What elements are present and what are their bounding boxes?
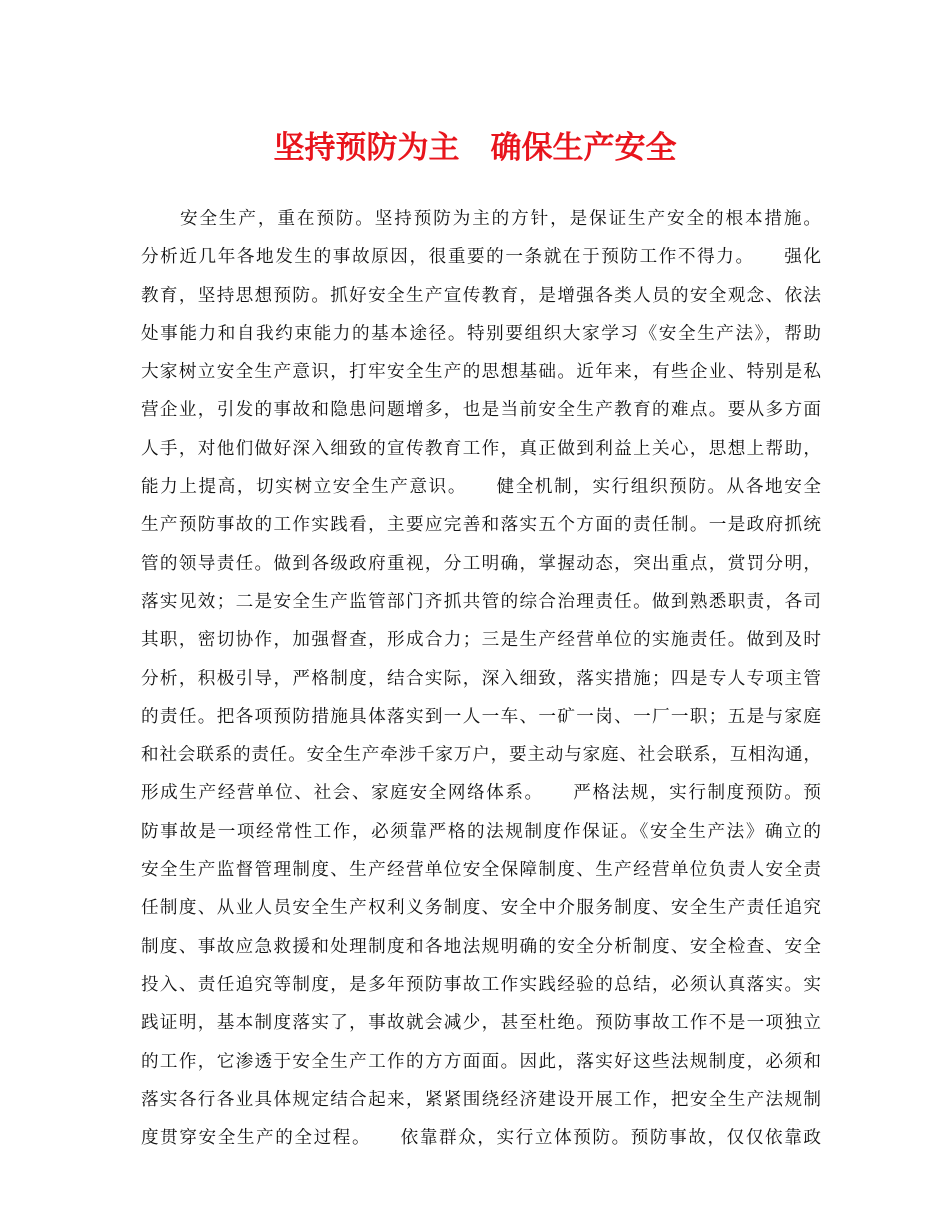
body-line: 的责任。把各项预防措施具体落实到一人一车、一矿一岗、一厂一职；五是与家庭 xyxy=(141,706,821,727)
body-line: 营企业，引发的事故和隐患问题增多，也是当前安全生产教育的难点。要从多方面 xyxy=(141,400,821,421)
body-line: 防事故是一项经常性工作，必须靠严格的法规制度作保证。《安全生产法》确立的 xyxy=(141,821,821,842)
body-line: 投入、责任追究等制度，是多年预防事故工作实践经验的总结，必须认真落实。实 xyxy=(141,974,821,995)
body-line: 安全生产监督管理制度、生产经营单位安全保障制度、生产经营单位负责人安全责 xyxy=(141,860,821,881)
body-line: 分析，积极引导，严格制度，结合实际，深入细致，落实措施；四是专人专项主管 xyxy=(141,668,821,689)
body-line: 生产预防事故的工作实践看，主要应完善和落实五个方面的责任制。一是政府抓统 xyxy=(141,515,821,536)
document-title: 坚持预防为主 确保生产安全 xyxy=(273,130,677,166)
body-line: 落实见效；二是安全生产监管部门齐抓共管的综合治理责任。做到熟悉职责，各司 xyxy=(141,591,821,612)
body-line: 的工作，它渗透于安全生产工作的方方面面。因此，落实好这些法规制度，必须和 xyxy=(141,1051,821,1072)
body-line: 人手，对他们做好深入细致的宣传教育工作，真正做到利益上关心，思想上帮助， xyxy=(141,438,821,459)
body-line: 其职，密切协作，加强督查，形成合力；三是生产经营单位的实施责任。做到及时 xyxy=(141,630,821,651)
body-line: 能力上提高，切实树立安全生产意识。 健全机制，实行组织预防。从各地安全 xyxy=(141,477,821,498)
body-line: 制度、事故应急救援和处理制度和各地法规明确的安全分析制度、安全检查、安全 xyxy=(141,936,821,957)
body-line: 安全生产，重在预防。坚持预防为主的方针，是保证生产安全的根本措施。 xyxy=(141,209,821,229)
body-line: 大家树立安全生产意识，打牢安全生产的思想基础。近年来，有些企业、特别是私 xyxy=(141,362,821,383)
body-line: 形成生产经营单位、社会、家庭安全网络体系。 严格法规，实行制度预防。预 xyxy=(141,783,821,804)
body-line: 教育，坚持思想预防。抓好安全生产宣传教育，是增强各类人员的安全观念、依法 xyxy=(141,285,821,306)
body-line: 管的领导责任。做到各级政府重视，分工明确，掌握动态，突出重点，赏罚分明， xyxy=(141,553,821,574)
body-line: 和社会联系的责任。安全生产牵涉千家万户，要主动与家庭、社会联系，互相沟通， xyxy=(141,745,821,766)
body-line: 任制度、从业人员安全生产权利义务制度、安全中介服务制度、安全生产责任追究 xyxy=(141,898,821,919)
body-line: 践证明，基本制度落实了，事故就会减少，甚至杜绝。预防事故工作不是一项独立 xyxy=(141,1013,821,1034)
document-body xyxy=(141,200,821,1157)
body-line: 落实各行各业具体规定结合起来，紧紧围绕经济建设开展工作，把安全生产法规制 xyxy=(141,1089,821,1110)
body-line: 分析近几年各地发生的事故原因，很重要的一条就在于预防工作不得力。 强化 xyxy=(141,247,821,268)
body-line: 处事能力和自我约束能力的基本途径。特别要组织大家学习《安全生产法》，帮助 xyxy=(141,323,821,344)
body-line: 度贯穿安全生产的全过程。 依靠群众，实行立体预防。预防事故，仅仅依靠政 xyxy=(141,1128,821,1149)
